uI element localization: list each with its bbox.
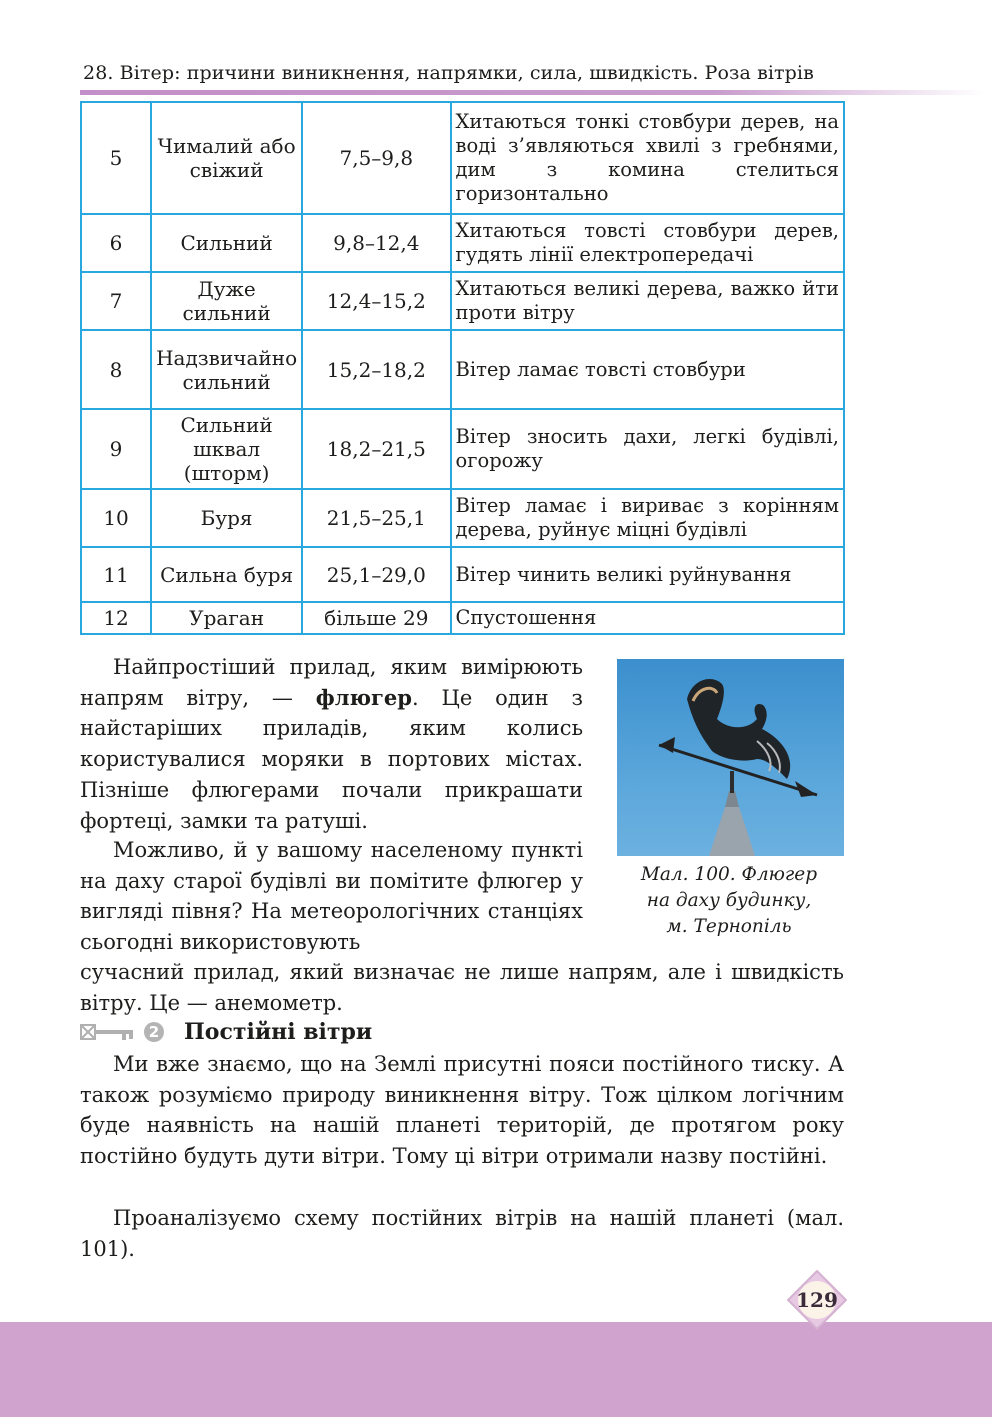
figure-caption (600, 862, 858, 940)
force-cell: 6 (81, 214, 151, 272)
force-cell: 7 (81, 272, 151, 330)
caption-line-3: м. Тернопіль (666, 916, 792, 937)
effect-cell: Вітер чинить великі руйнування (451, 547, 845, 602)
p1-text-start: Найпростіший прилад, яким вимірюють напрям вітру, — (80, 655, 583, 710)
paragraph-rooster-a: Можливо, й у вашому населеному пункті на даху старої будівлі ви помітите флюгер у вигляді півня? На метеорологічних станціях сьогодні використовують (80, 838, 583, 955)
speed-cell: 12,4–15,2 (302, 272, 450, 330)
effect-cell: Хитаються тонкі стовбури дерев, на воді з’являються хвилі з гребнями, дим з комина стелиться горизонтально (451, 102, 845, 214)
speed-cell: 21,5–25,1 (302, 489, 450, 547)
weather-vane-photo (617, 659, 844, 856)
name-cell: Буря (151, 489, 302, 547)
force-cell: 5 (81, 102, 151, 214)
wind-force-table (80, 101, 845, 635)
section-title: Постійні вітри (184, 1019, 373, 1045)
effect-cell: Вітер ламає і вириває з корінням дерева, руйнує міцні будівлі (451, 489, 845, 547)
key-icon (80, 1020, 140, 1044)
speed-cell: 25,1–29,0 (302, 547, 450, 602)
speed-cell: більше 29 (302, 602, 450, 634)
table-row (81, 272, 844, 330)
page-number: 129 (796, 1288, 838, 1312)
force-cell: 8 (81, 330, 151, 409)
paragraph-rooster-b: сучасний прилад, який визначає не лише напрям, але і швидкість вітру. Це — анемометр. (80, 960, 844, 1015)
term-vane: флюгер (315, 684, 412, 710)
weather-vane-icon (617, 659, 844, 856)
name-cell: Сильний (151, 214, 302, 272)
section-number: 2 (144, 1022, 164, 1042)
p1-text-end: . Це один з найстаріших приладів, яким колись користувалися моряки в портових містах. Пізніше флюгерами почали прикрашати фортеці, замки та ратуші. (80, 685, 583, 833)
name-cell: Сильний шквал (шторм) (151, 409, 302, 489)
effect-cell: Хитаються товсті стовбури дерев, гудять лінії електропередачі (451, 214, 845, 272)
effect-cell: Вітер зносить дахи, легкі будівлі, огорожу (451, 409, 845, 489)
force-cell: 9 (81, 409, 151, 489)
effect-cell: Вітер ламає товсті стовбури (451, 330, 845, 409)
speed-cell: 15,2–18,2 (302, 330, 450, 409)
running-header: 28. Вітер: причини виникнення, напрямки, сила, швидкість. Роза вітрів (83, 62, 814, 84)
caption-line-2: на даху будинку, (646, 890, 812, 911)
header-rule (80, 90, 985, 95)
table-row (81, 547, 844, 602)
name-cell: Чималий або свіжий (151, 102, 302, 214)
name-cell: Дуже сильний (151, 272, 302, 330)
name-cell: Ураган (151, 602, 302, 634)
paragraph-scheme: Проаналізуємо схему постійних вітрів на нашій планеті (мал. 101). (80, 1206, 844, 1261)
force-cell: 11 (81, 547, 151, 602)
page-number-badge (787, 1270, 847, 1330)
table-row (81, 489, 844, 547)
speed-cell: 7,5–9,8 (302, 102, 450, 214)
speed-cell: 9,8–12,4 (302, 214, 450, 272)
effect-cell: Спустошення (451, 602, 845, 634)
section-heading (80, 1017, 372, 1047)
table-row (81, 409, 844, 489)
table-row (81, 214, 844, 272)
table-row (81, 330, 844, 409)
force-cell: 10 (81, 489, 151, 547)
caption-line-1: Мал. 100. Флюгер (640, 864, 818, 885)
speed-cell: 18,2–21,5 (302, 409, 450, 489)
name-cell: Сильна буря (151, 547, 302, 602)
paragraph-constant-winds: Ми вже знаємо, що на Землі присутні пояси постійного тиску. А також розуміємо природу виникнення вітру. Тож цілком логічним буде наявність на нашій планеті територій, де протягом року постійно будуть дути вітри. Тому ці вітри отримали назву постійні. (80, 1052, 844, 1169)
paragraph-vane (80, 652, 583, 836)
table-row (81, 102, 844, 214)
force-cell: 12 (81, 602, 151, 634)
name-cell: Надзвичайно сильний (151, 330, 302, 409)
footer-band (0, 1322, 992, 1417)
effect-cell: Хитаються великі дерева, важко йти проти вітру (451, 272, 845, 330)
table-row (81, 602, 844, 634)
